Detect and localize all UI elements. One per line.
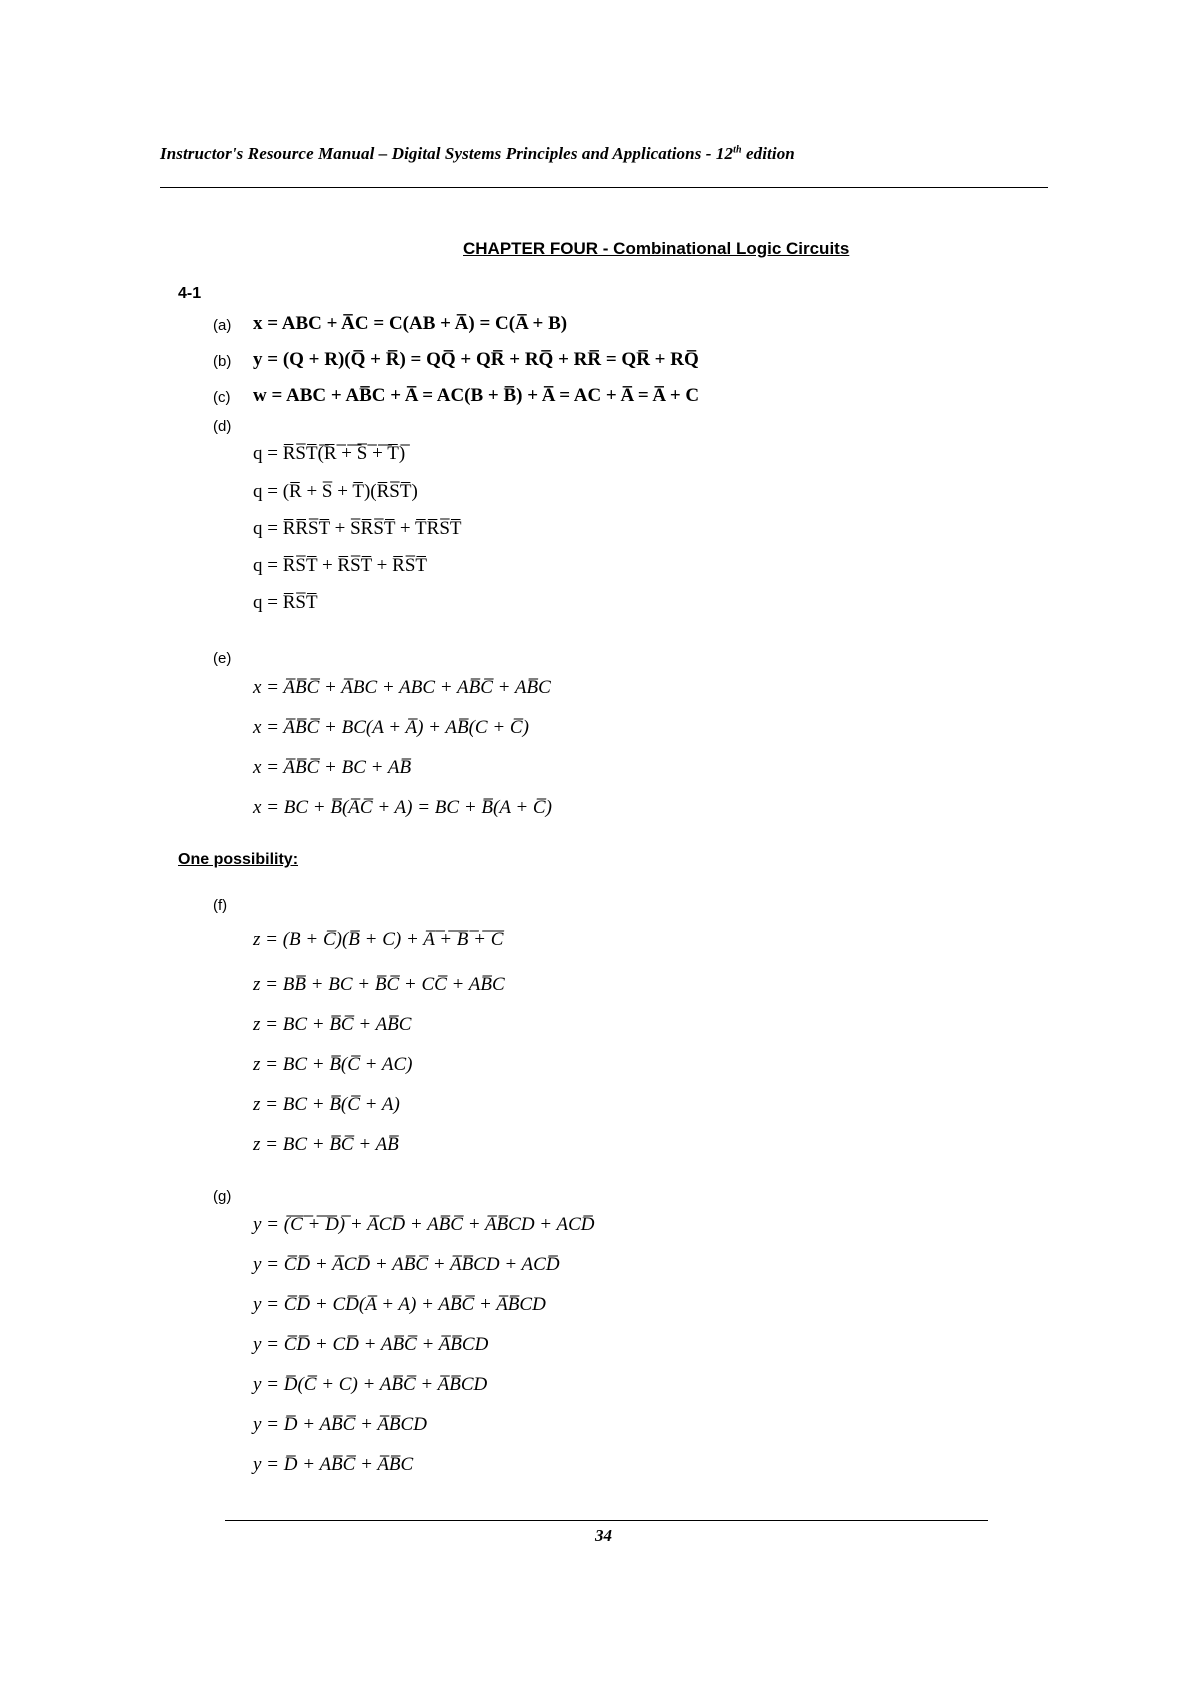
page-number: 34	[595, 1526, 612, 1545]
equation-f-2: z = BB̅ + BC + B̅C̅ + CC̅ + AB̅C	[253, 974, 505, 995]
equation-f-1: z = (B + C̅)(B̅ + C) + A̅ ̅+̅ ̅B̅ ̅+̅ ̅C̅	[253, 929, 504, 950]
equation-g-4: y = C̅D̅ + CD̅ + AB̅C̅ + A̅B̅CD	[253, 1334, 489, 1355]
part-label-f: (f)	[213, 897, 228, 914]
header-superscript: th	[733, 144, 742, 156]
equation-g-6: y = D̅ + AB̅C̅ + A̅B̅CD	[253, 1414, 427, 1435]
one-possibility-heading: One possibility:	[178, 851, 299, 868]
equation-g-7: y = D̅ + AB̅C̅ + A̅B̅C	[253, 1454, 414, 1475]
equation-f-5: z = BC + B̅(C̅ + A)	[253, 1094, 400, 1115]
header-title: Instructor's Resource Manual – Digital Systems Principles and Applications - 12	[160, 144, 734, 163]
equation-f-3: z = BC + B̅C̅ + AB̅C	[253, 1014, 412, 1035]
chapter-title: CHAPTER FOUR - Combinational Logic Circuits	[463, 239, 850, 258]
part-label-b: (b)	[213, 353, 232, 370]
equation-e-1: x = A̅B̅C̅ + A̅BC + ABC + AB̅C̅ + AB̅C	[253, 677, 551, 698]
header-divider	[160, 187, 1048, 188]
equation-g-5: y = D̅(C̅ + C) + AB̅C̅ + A̅B̅CD	[253, 1374, 488, 1395]
equation-f-6: z = BC + B̅C̅ + AB̅	[253, 1134, 399, 1155]
equation-g-3: y = C̅D̅ + CD̅(A̅ + A) + AB̅C̅ + A̅B̅CD	[253, 1294, 546, 1315]
equation-g-1: y = (̅C̅ ̅+̅ ̅D̅)̅ + A̅CD̅ + AB̅C̅ + A̅B̅CD + ACD̅	[253, 1214, 595, 1235]
part-label-e: (e)	[213, 650, 232, 667]
part-label-c: (c)	[213, 389, 231, 406]
equation-d-1: q = R̅S̅T̅(̅R̅ ̅+̅ ̅S̅ ̅+̅ ̅T̅)̅	[253, 443, 406, 464]
equation-d-5: q = R̅S̅T̅	[253, 592, 318, 613]
footer-divider	[225, 1520, 988, 1521]
header-title-end: edition	[741, 144, 795, 163]
equation-f-4: z = BC + B̅(C̅ + AC)	[253, 1054, 413, 1075]
equation-g-2: y = C̅D̅ + A̅CD̅ + AB̅C̅ + A̅B̅CD + ACD̅	[253, 1254, 560, 1275]
part-label-g: (g)	[213, 1188, 232, 1205]
part-label-d: (d)	[213, 418, 232, 435]
equation-d-4: q = R̅S̅T̅ + R̅S̅T̅ + R̅S̅T̅	[253, 555, 427, 576]
equation-e-2: x = A̅B̅C̅ + BC(A + A̅) + AB̅(C + C̅)	[253, 717, 529, 738]
equation-d-2: q = (R̅ + S̅ + T̅)(R̅S̅T̅)	[253, 481, 418, 502]
equation-a-1: x = ABC + A̅C = C(AB + A̅) = C(A̅ + B)	[253, 313, 568, 334]
equation-d-3: q = R̅R̅S̅T̅ + S̅R̅S̅T̅ + T̅R̅S̅T̅	[253, 518, 462, 539]
equation-e-3: x = A̅B̅C̅ + BC + AB̅	[253, 757, 412, 778]
running-header	[160, 144, 1060, 164]
part-label-a: (a)	[213, 317, 232, 334]
equation-c-1: w = ABC + AB̅C + A̅ = AC(B + B̅) + A̅ = AC + A̅ = A̅ + C	[253, 385, 700, 406]
problem-number: 4-1	[178, 285, 202, 302]
equation-b-1: y = (Q + R)(Q̅ + R̅) = QQ̅ + QR̅ + RQ̅ + RR̅ = QR̅ + RQ̅	[253, 349, 699, 370]
equation-e-4: x = BC + B̅(A̅C̅ + A) = BC + B̅(A + C̅)	[253, 797, 552, 818]
